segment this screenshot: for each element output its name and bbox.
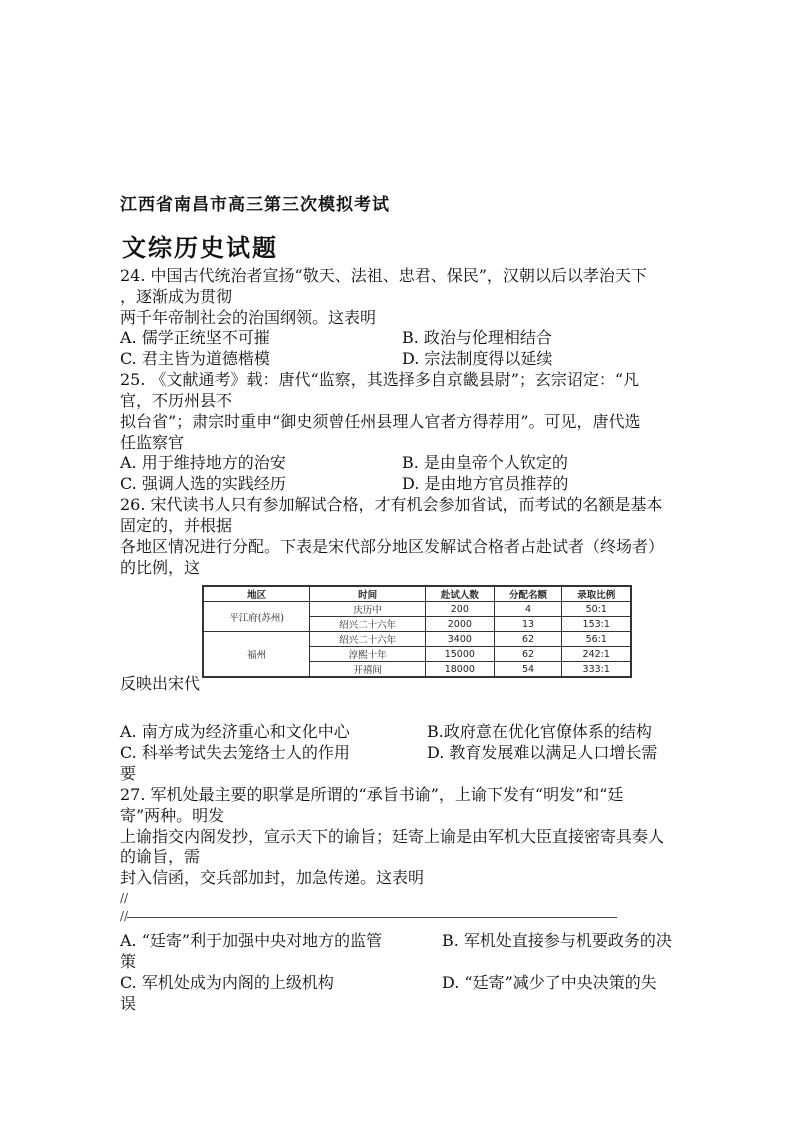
q26-stem-line-3: 各地区情况进行分配。下表是宋代部分地区发解试合格者占赴试者（终场者）	[120, 537, 665, 556]
exam-title: 文综历史试题	[122, 233, 278, 262]
q24-option-d: D. 宗法制度得以延续	[402, 349, 553, 368]
q24-stem-line-2: ，逐渐成为贯彻	[120, 287, 233, 306]
table-cell: 62	[494, 647, 562, 662]
q26-stem-line-4: 的比例，这	[120, 558, 201, 577]
table-row	[203, 632, 631, 647]
table-cell: 18000	[426, 662, 495, 678]
q27-option-b-continued: 策	[120, 952, 137, 971]
q26-stem-line-2: 固定的，并根据	[120, 516, 233, 535]
table-cell: 淳熙十年	[310, 647, 426, 662]
separator-mark: //	[120, 891, 129, 905]
q26-option-d: D. 教育发展难以满足人口增长需	[427, 743, 658, 762]
q24-option-a: A. 儒学正统坚不可摧	[120, 328, 270, 347]
q25-option-a: A. 用于维持地方的治安	[120, 453, 286, 472]
table-cell: 开禧间	[310, 662, 426, 678]
table-header-region: 地区	[203, 586, 310, 602]
table-cell: 13	[494, 617, 562, 632]
table-cell: 绍兴二十六年	[310, 632, 426, 647]
table-header-quota: 分配名额	[494, 586, 562, 602]
table-cell: 54	[494, 662, 562, 678]
q27-option-c: C. 军机处成为内阁的上级机构	[120, 973, 334, 992]
q27-stem-line-4: 的谕旨，需	[120, 847, 201, 866]
table-cell: 15000	[426, 647, 495, 662]
table-cell: 50:1	[562, 602, 631, 617]
table-cell: 242:1	[562, 647, 631, 662]
table-row	[203, 602, 631, 617]
q24-option-c: C. 君主皆为道德楷模	[120, 349, 270, 368]
q25-option-b: B. 是由皇帝个人钦定的	[402, 453, 568, 472]
q25-stem-line-3: 拟台省”；肃宗时重申“御史须曾任州县理人官者方得荐用”。可见，唐代选	[120, 412, 641, 431]
q26-stem-tail: 反映出宋代	[120, 674, 201, 693]
table-header-time: 时间	[310, 586, 426, 602]
q27-stem-line-5: 封入信函，交兵部加封，加急传递。这表明	[120, 868, 425, 887]
exam-subtitle: 江西省南昌市高三第三次模拟考试	[120, 195, 390, 215]
q27-option-b: B. 军机处直接参与机要政务的决	[442, 931, 672, 950]
table-cell: 200	[426, 602, 495, 617]
separator-mark: //	[120, 909, 129, 923]
q24-stem-line-1: 24. 中国古代统治者宣扬“敬天、法祖、忠君、保民”，汉朝以后以孝治天下	[120, 266, 647, 285]
table-cell-region: 平江府(苏州)	[203, 602, 310, 632]
q25-stem-line-4: 任监察官	[120, 433, 185, 452]
table-header-examinees: 赴试人数	[426, 586, 495, 602]
q27-option-a: A. “廷寄”利于加强中央对地方的监管	[120, 931, 383, 950]
table-cell: 绍兴二十六年	[310, 617, 426, 632]
table-cell: 153:1	[562, 617, 631, 632]
q27-option-d: D. “廷寄”减少了中央决策的失	[442, 973, 657, 992]
q27-stem-line-3: 上谕指交内阁发抄，宣示天下的谕旨；廷寄上谕是由军机大臣直接密寄具奏人	[120, 827, 665, 846]
q25-option-c: C. 强调人选的实践经历	[120, 474, 286, 493]
q25-stem-line-2: 官，不历州县不	[120, 391, 233, 410]
q24-option-b: B. 政治与伦理相结合	[402, 328, 552, 347]
table-cell: 333:1	[562, 662, 631, 678]
table-cell: 4	[494, 602, 562, 617]
q27-stem-line-1: 27. 军机处最主要的职掌是所谓的“承旨书谕”，上谕下发有“明发”和“廷	[120, 785, 624, 804]
q25-stem-line-1: 25. 《文献通考》载：唐代“监察，其选择多自京畿县尉”；玄宗诏定：“凡	[120, 370, 640, 389]
q26-option-a: A. 南方成为经济重心和文化中心	[120, 722, 350, 741]
table-cell: 3400	[426, 632, 495, 647]
q26-option-b: B.政府意在优化官僚体系的结构	[427, 722, 652, 741]
table-cell: 2000	[426, 617, 495, 632]
q24-stem-line-3: 两千年帝制社会的治国纲领。这表明	[120, 308, 377, 327]
horizontal-divider	[127, 917, 617, 918]
exam-data-table	[202, 585, 632, 678]
table-cell: 56:1	[562, 632, 631, 647]
table-header-row	[203, 586, 631, 602]
table-cell: 62	[494, 632, 562, 647]
q26-option-d-continued: 要	[120, 764, 137, 783]
q26-stem-line-1: 26. 宋代读书人只有参加解试合格，才有机会参加省试，而考试的名额是基本	[120, 495, 663, 514]
table-cell-region: 福州	[203, 632, 310, 678]
q27-option-d-continued: 误	[120, 994, 137, 1013]
table-cell: 庆历中	[310, 602, 426, 617]
table-header-ratio: 录取比例	[562, 586, 631, 602]
q25-option-d: D. 是由地方官员推荐的	[402, 474, 569, 493]
q26-option-c: C. 科举考试失去笼络士人的作用	[120, 743, 350, 762]
q27-stem-line-2: 寄”两种。明发	[120, 806, 225, 825]
